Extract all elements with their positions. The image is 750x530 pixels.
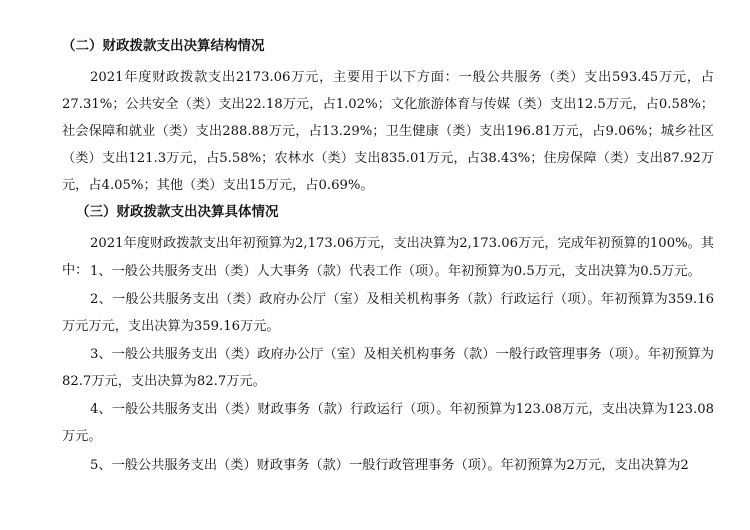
section-heading-expenditure-structure: （二）财政拨款支出决算结构情况 [62, 38, 265, 54]
list-item: 4、一般公共服务支出（类）财政事务（款）行政运行（项）。年初预算为123.08万元，支出决算为123.08万元。 [62, 402, 714, 444]
list-item: 2、一般公共服务支出（类）政府办公厅（室）及相关机构事务（款）行政运行（项）。年初预算为359.16万元万元，支出决算为359.16万元。 [62, 292, 714, 334]
list-item: 1、一般公共服务支出（类）人大事务（款）代表工作（项）。年初预算为0.5万元，支出决算为0.5万元。 [90, 264, 701, 279]
section-heading-expenditure-details: （三）财政拨款支出决算具体情况 [76, 204, 279, 220]
expenditure-structure-paragraph: 2021年度财政拨款支出2173.06万元，主要用于以下方面：一般公共服务（类）支出593.45万元，占27.31%；公共安全（类）支出22.18万元，占1.02%；文化旅游体育与传媒（类）支出12.5万元，占0.58%；社会保障和就业（类）支出288.88万元，占13.29%；卫生健康（类）支出196.81万元，占9.06%；城乡社区（类）支出121.3万元，占5.58%；农林水（类）支出835.01万元，占38.43%；住房保障（类）支出87.92万元，占4.05%；其他（类）支出15万元，占0.69%。 [62, 70, 714, 193]
list-item: 5、一般公共服务支出（类）财政事务（款）一般行政管理事务（项）。年初预算为2万元，支出决算为2 [90, 458, 689, 473]
expenditure-details-intro: 2021年度财政拨款支出年初预算为2,173.06万元，支出决算为2,173.06万元，完成年初预算的100%。其中： [62, 236, 714, 278]
list-item: 3、一般公共服务支出（类）政府办公厅（室）及相关机构事务（款）一般行政管理事务（项）。年初预算为82.7万元，支出决算为82.7万元。 [62, 347, 714, 389]
